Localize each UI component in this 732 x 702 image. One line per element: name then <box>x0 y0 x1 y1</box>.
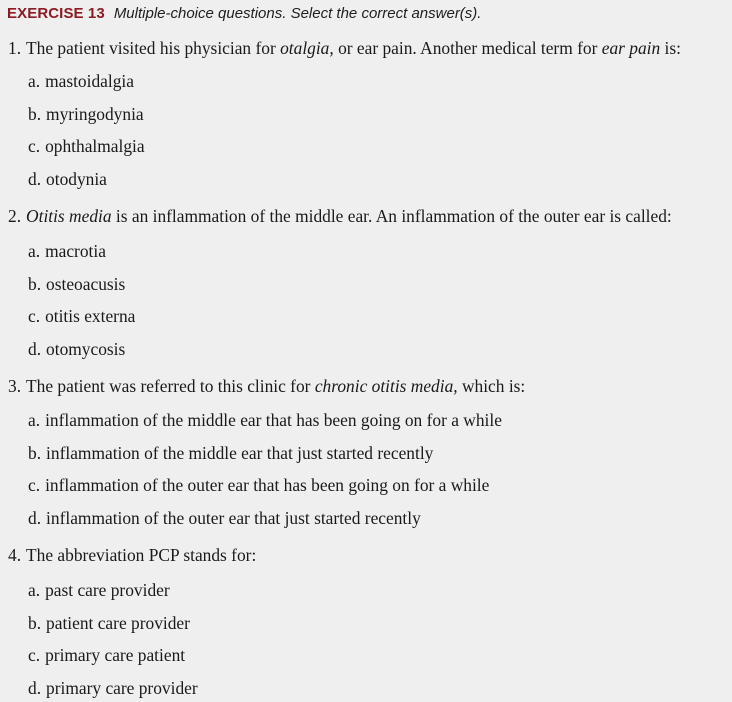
option-4a[interactable] <box>28 579 170 601</box>
option-4c[interactable] <box>28 644 185 666</box>
option-2c[interactable] <box>28 305 135 327</box>
option-text: otitis externa <box>45 306 136 326</box>
option-text: inflammation of the middle ear that has been going on for a while <box>45 410 502 430</box>
option-letter: d. <box>28 508 42 528</box>
option-letter: a. <box>28 71 41 91</box>
question-text: The patient was referred to this clinic for <box>26 376 315 396</box>
question-number: 4. <box>8 545 22 565</box>
question-number: 1. <box>8 38 22 58</box>
option-letter: d. <box>28 339 42 359</box>
question-text: is: <box>660 38 681 58</box>
option-3d[interactable] <box>28 507 421 529</box>
question-italic-term: chronic otitis media, <box>314 376 458 396</box>
option-letter: c. <box>28 645 41 665</box>
option-3c[interactable] <box>28 474 489 496</box>
option-letter: a. <box>28 410 41 430</box>
option-letter: b. <box>28 613 42 633</box>
option-letter: a. <box>28 241 41 261</box>
option-4d[interactable] <box>28 677 198 699</box>
option-2d[interactable] <box>28 338 125 360</box>
option-text: primary care provider <box>46 678 198 698</box>
option-letter: d. <box>28 678 42 698</box>
option-text: inflammation of the outer ear that has been going on for a while <box>45 475 490 495</box>
option-4b[interactable] <box>28 612 190 634</box>
option-letter: b. <box>28 274 42 294</box>
exercise-header <box>7 4 481 24</box>
option-1b[interactable] <box>28 103 144 125</box>
question-text: which is: <box>457 376 526 396</box>
option-letter: c. <box>28 306 41 326</box>
exercise-label: EXERCISE 13 <box>7 5 105 22</box>
option-text: macrotia <box>45 241 106 261</box>
question-2 <box>8 205 672 227</box>
option-text: myringodynia <box>46 104 144 124</box>
option-1c[interactable] <box>28 135 145 157</box>
question-number: 3. <box>8 376 22 396</box>
option-1d[interactable] <box>28 168 107 190</box>
question-text: The patient visited his physician for <box>26 38 281 58</box>
option-2a[interactable] <box>28 240 106 262</box>
question-italic-term: Otitis media <box>26 206 112 226</box>
question-text: is an inflammation of the middle ear. An inflammation of the outer ear is called: <box>111 206 672 226</box>
option-text: inflammation of the middle ear that just started recently <box>46 443 434 463</box>
option-text: inflammation of the outer ear that just started recently <box>46 508 421 528</box>
option-text: otodynia <box>46 169 107 189</box>
option-1a[interactable] <box>28 70 134 92</box>
option-text: osteoacusis <box>46 274 126 294</box>
question-italic-term: otalgia, <box>280 38 334 58</box>
option-letter: c. <box>28 475 41 495</box>
option-text: ophthalmalgia <box>45 136 145 156</box>
question-italic-term: ear pain <box>601 38 661 58</box>
option-2b[interactable] <box>28 273 125 295</box>
question-1 <box>8 37 681 59</box>
option-text: patient care provider <box>46 613 190 633</box>
question-3 <box>8 375 525 397</box>
option-letter: b. <box>28 104 42 124</box>
option-text: mastoidalgia <box>45 71 134 91</box>
option-letter: a. <box>28 580 41 600</box>
option-letter: c. <box>28 136 41 156</box>
question-text: or ear pain. Another medical term for <box>333 38 602 58</box>
option-text: primary care patient <box>45 645 186 665</box>
question-4 <box>8 544 256 566</box>
option-3a[interactable] <box>28 409 502 431</box>
exercise-instruction: Multiple-choice questions. Select the correct answer(s). <box>113 5 482 22</box>
option-letter: b. <box>28 443 42 463</box>
option-text: otomycosis <box>46 339 126 359</box>
option-text: past care provider <box>45 580 170 600</box>
question-text: The abbreviation PCP stands for: <box>26 545 257 565</box>
option-3b[interactable] <box>28 442 433 464</box>
question-number: 2. <box>8 206 22 226</box>
option-letter: d. <box>28 169 42 189</box>
